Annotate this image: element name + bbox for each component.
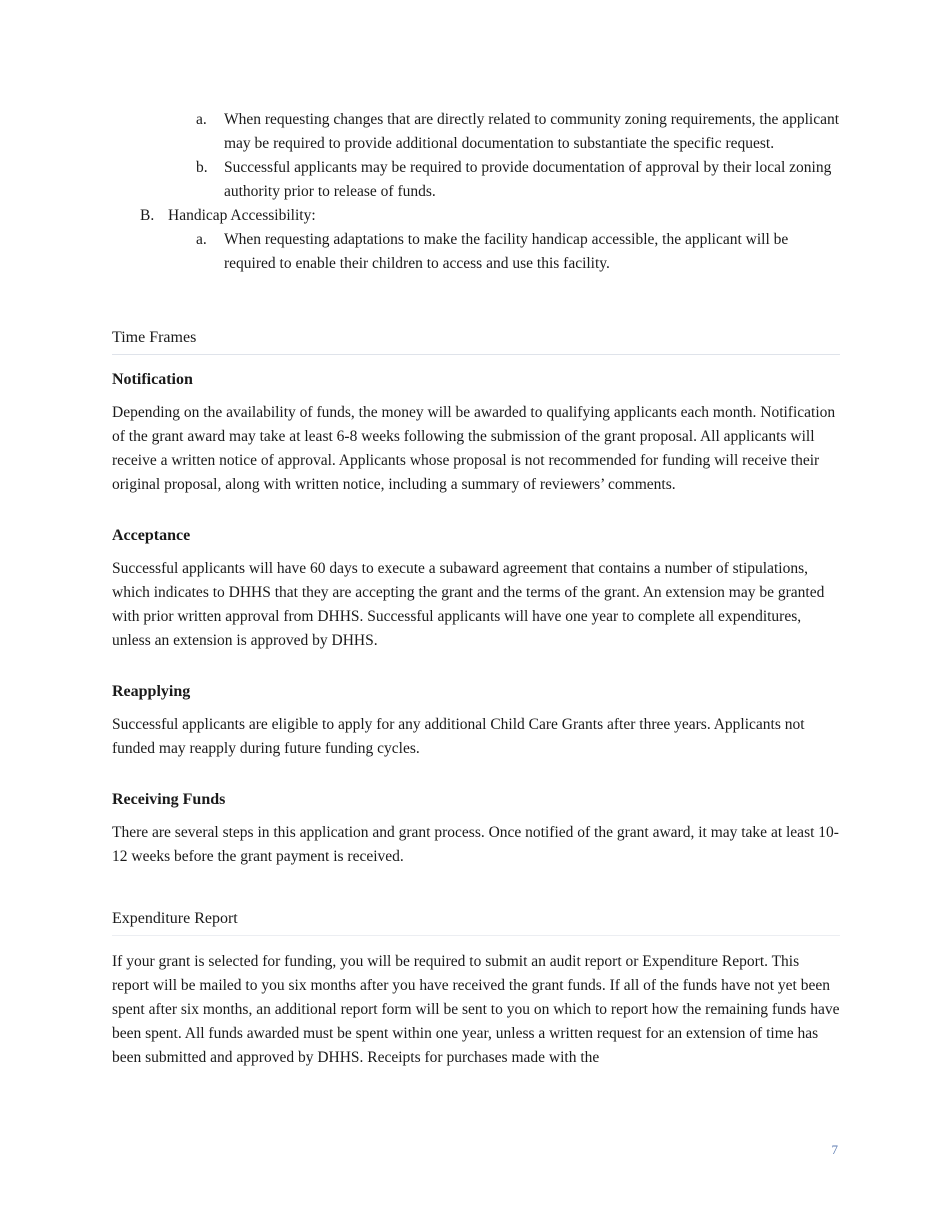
section-title-time-frames: Time Frames: [112, 326, 840, 355]
heading-receiving-funds: Receiving Funds: [112, 791, 226, 808]
document-page: [112, 108, 840, 1070]
outline-marker: B.: [140, 207, 155, 224]
list-marker: a.: [196, 111, 207, 128]
list-item-text: Successful applicants may be required to provide documentation of approval by their local zoning authority prior to release of funds.: [224, 159, 832, 200]
list-item: [196, 228, 840, 276]
section-title-expenditure-report: Expenditure Report: [112, 907, 840, 936]
list-marker: b.: [196, 159, 208, 176]
zoning-sublist: [196, 108, 840, 204]
accessibility-sublist: [196, 228, 840, 276]
list-marker: a.: [196, 231, 207, 248]
heading-notification: Notification: [112, 371, 193, 388]
paragraph-expenditure-report: If your grant is selected for funding, you will be required to submit an audit report or Expenditure Report. This report will be mailed to you six months after you have received the grant funds. If all of the funds have not yet been spent after six months, an additional report form will be sent to you on which to report how the remaining funds have been spent. All funds awarded must be spent within one year, unless a written request for an extension of time has been submitted and approved by DHHS. Receipts for purchases made with the: [112, 953, 840, 1066]
list-item: [196, 156, 840, 204]
paragraph-reapplying: Successful applicants are eligible to apply for any additional Child Care Grants after three years. Applicants not funded may reapply during future funding cycles.: [112, 716, 805, 757]
paragraph-notification: Depending on the availability of funds, the money will be awarded to qualifying applicants each month. Notification of the grant award may take at least 6-8 weeks following the submission of the grant proposal. All applicants will receive a written notice of approval. Applicants whose proposal is not recommended for funding will receive their original proposal, along with written notice, including a summary of reviewers’ comments.: [112, 404, 836, 493]
list-item-text: When requesting changes that are directly related to community zoning requirements, the applicant may be required to provide additional documentation to substantiate the specific request.: [224, 111, 840, 152]
paragraph-acceptance: Successful applicants will have 60 days to execute a subaward agreement that contains a number of stipulations, which indicates to DHHS that they are accepting the grant and the terms of the grant. An extension may be granted with prior written approval from DHHS. Successful applicants will have one year to complete all expenditures, unless an extension is approved by DHHS.: [112, 560, 825, 649]
heading-reapplying: Reapplying: [112, 683, 191, 700]
heading-acceptance: Acceptance: [112, 527, 191, 544]
page-number: 7: [831, 1142, 838, 1157]
outline-item-b: [140, 204, 840, 228]
outline-label: Handicap Accessibility:: [168, 207, 316, 224]
paragraph-receiving-funds: There are several steps in this application and grant process. Once notified of the grant award, it may take at least 10-12 weeks before the grant payment is received.: [112, 824, 839, 865]
list-item: [196, 108, 840, 156]
list-item-text: When requesting adaptations to make the facility handicap accessible, the applicant will be required to enable their children to access and use this facility.: [224, 231, 789, 272]
